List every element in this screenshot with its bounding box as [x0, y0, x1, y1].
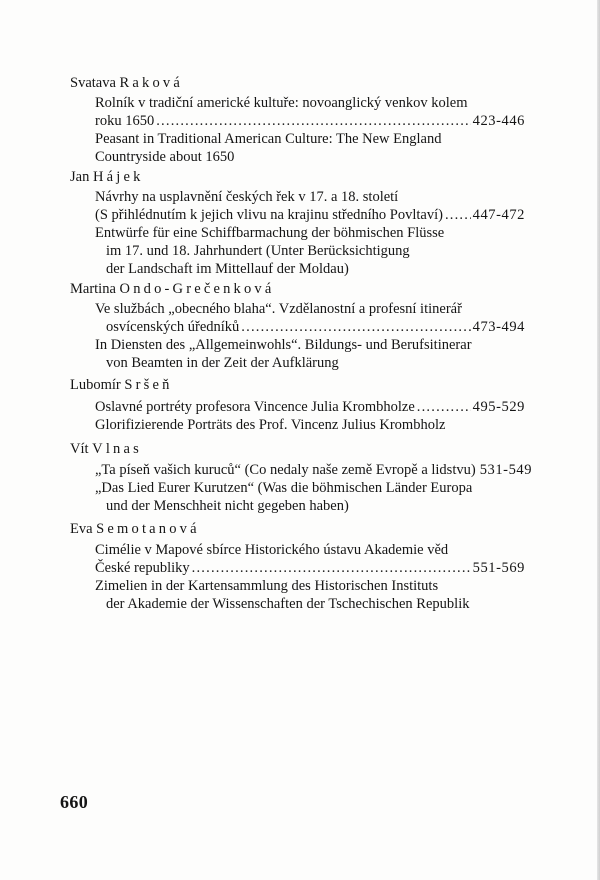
- author-name: [70, 280, 274, 298]
- translated-title-line: im 17. und 18. Jahrhundert (Unter Berücksichtigung: [106, 243, 410, 259]
- translated-title-line: der Akademie der Wissenschaften der Tschechischen Republik: [106, 596, 470, 612]
- page-range: 447-472: [472, 207, 525, 223]
- page-range: 531-549: [479, 462, 533, 478]
- author-surname: Sršeň: [124, 377, 173, 393]
- author-first-name: Jan: [70, 169, 90, 185]
- author-surname: Ondo-Grečenková: [119, 281, 275, 297]
- author-surname: Vlnas: [92, 441, 142, 457]
- page-range: 473-494: [472, 319, 525, 335]
- page-range: 495-529: [472, 399, 525, 415]
- translated-title-line: In Diensten des „Allgemeinwohls“. Bildungs- und Berufsitinerar: [95, 337, 472, 353]
- translated-title-line: Zimelien in der Kartensammlung des Historischen Instituts: [95, 578, 439, 594]
- title-line-with-pages: [106, 318, 525, 336]
- page-number: 660: [60, 792, 89, 812]
- title-text: Oslavné portréty profesora Vincence Julia Krombholze: [95, 399, 415, 415]
- title-line-with-pages: [95, 112, 525, 130]
- dot-leader: [241, 318, 470, 336]
- author-surname: Raková: [119, 75, 183, 91]
- page-range: 551-569: [472, 560, 525, 576]
- author-first-name: Lubomír: [70, 377, 121, 393]
- author-surname: Semotanová: [96, 521, 200, 537]
- title-text: osvícenských úředníků: [106, 319, 240, 335]
- author-name: [70, 168, 144, 186]
- translated-title-line: Countryside about 1650: [95, 149, 235, 165]
- translated-title-line: Peasant in Traditional American Culture: The New England: [95, 131, 442, 147]
- title-text: (S přihlédnutím k jejich vlivu na krajinu středního Povltaví): [95, 207, 443, 223]
- title-line: Cimélie v Mapové sbírce Historického ústavu Akademie věd: [95, 542, 449, 558]
- translated-title-line: der Landschaft im Mittellauf der Moldau): [106, 261, 349, 277]
- title-line-with-pages: [95, 461, 533, 479]
- page-range: 423-446: [472, 113, 525, 129]
- dot-leader: [445, 206, 471, 224]
- dot-leader: [417, 398, 471, 416]
- author-name: [70, 74, 183, 92]
- dot-leader: [156, 112, 470, 130]
- author-first-name: Eva: [70, 521, 93, 537]
- title-line: Ve službách „obecného blaha“. Vzdělanostní a profesní itinerář: [95, 301, 462, 317]
- translated-title-line: von Beamten in der Zeit der Aufklärung: [106, 355, 339, 371]
- title-text: České republiky: [95, 560, 190, 576]
- title-line-with-pages: [95, 398, 525, 416]
- translated-title-line: Glorifizierende Porträts des Prof. Vincenz Julius Krombholz: [95, 417, 446, 433]
- author-name: [70, 376, 173, 394]
- translated-title-line: Entwürfe für eine Schiffbarmachung der böhmischen Flüsse: [95, 225, 445, 241]
- title-line: Návrhy na usplavnění českých řek v 17. a 18. století: [95, 189, 399, 205]
- title-text: roku 1650: [95, 113, 155, 129]
- author-name: [70, 440, 142, 458]
- translated-title-line: und der Menschheit nicht gegeben haben): [106, 498, 349, 514]
- author-surname: Hájek: [92, 169, 144, 185]
- dot-leader: [192, 559, 471, 577]
- title-line-with-pages: [95, 559, 525, 577]
- author-first-name: Svatava: [70, 75, 116, 91]
- author-name: [70, 520, 200, 538]
- author-first-name: Vít: [70, 441, 89, 457]
- title-text: „Ta píseň vašich kuruců“ (Co nedaly naše země Evropě a lidstvu): [95, 462, 476, 478]
- translated-title-line: „Das Lied Eurer Kurutzen“ (Was die böhmischen Länder Europa: [95, 480, 473, 496]
- title-line: Rolník v tradiční americké kultuře: novoanglický venkov kolem: [95, 95, 468, 111]
- title-line-with-pages: [95, 206, 525, 224]
- author-first-name: Martina: [70, 281, 116, 297]
